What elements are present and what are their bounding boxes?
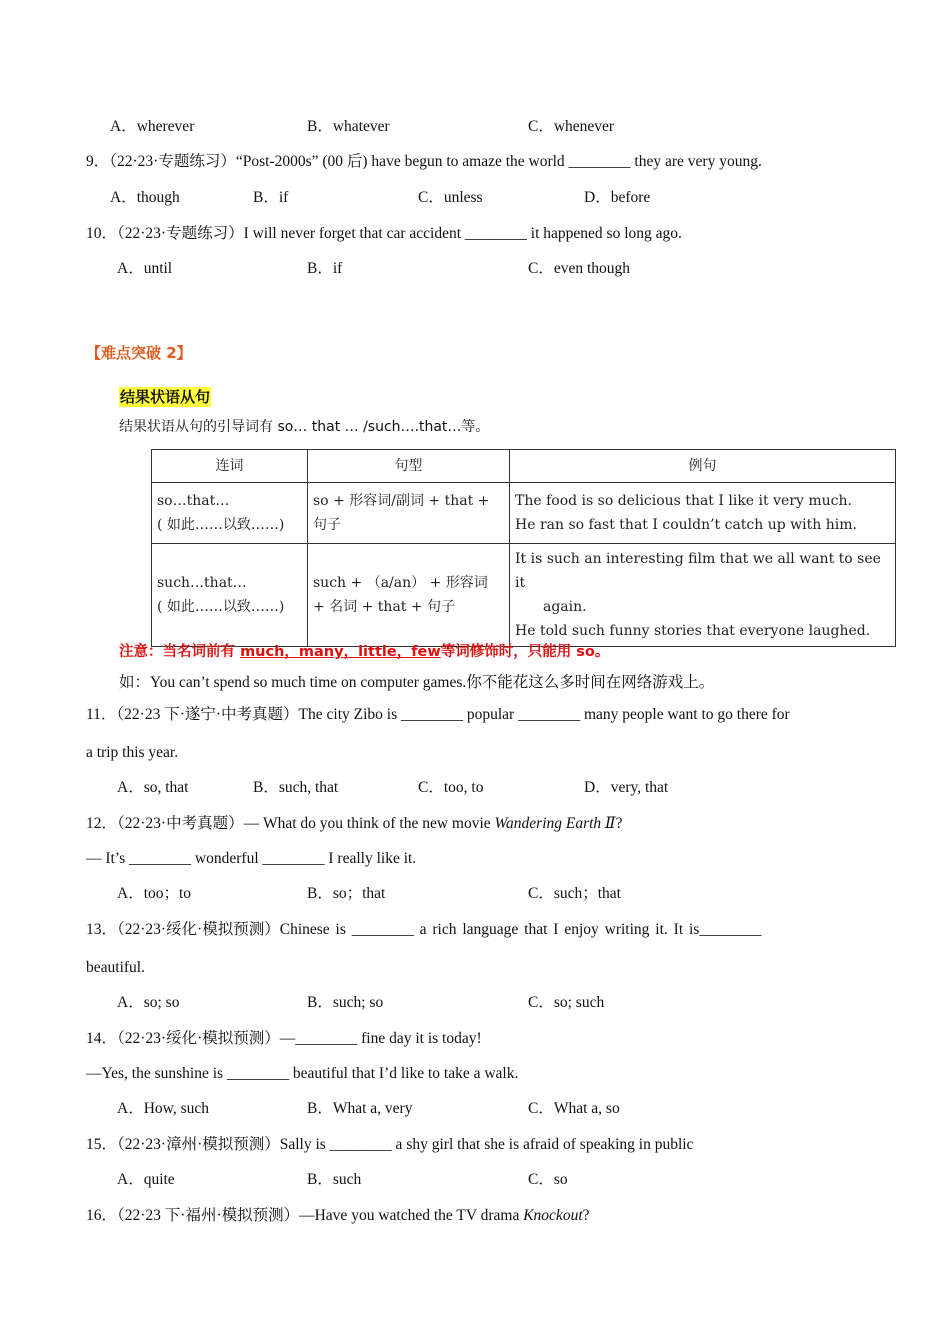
cell-examples — [510, 544, 896, 647]
cell-conj — [152, 544, 308, 647]
pattern-line: 句子 — [313, 517, 341, 533]
note — [119, 642, 609, 662]
q10-option-c: C．even though — [528, 260, 631, 277]
note-example: 如：You can’t spend so much time on computer games.你不能花这么多时间在网络游戏上。 — [119, 674, 715, 691]
q15-option-a: A．quite — [117, 1171, 175, 1188]
conj-text: such…that… — [157, 575, 247, 591]
example-line — [515, 595, 890, 619]
table-row — [152, 483, 896, 544]
q12-line2: — It’s ________ wonderful ________ I really like it. — [86, 850, 417, 867]
q14-stem: 14．（22·23·绥化·模拟预测）—________ fine day it is today! — [86, 1030, 482, 1047]
note-words: much，many，little，few — [240, 644, 441, 660]
q12-option-a: A．too；to — [117, 885, 192, 902]
pattern-line: so + 形容词/副词 + that + — [313, 493, 490, 509]
section-subtitle — [119, 387, 211, 408]
q13-stem-cont: beautiful. — [86, 959, 145, 976]
q13-option-a: A．so; so — [117, 994, 180, 1011]
note-prefix: 注意：当名词前有 — [119, 644, 241, 660]
conj-text: so…that… — [157, 493, 230, 509]
header-examples: 例句 — [510, 450, 896, 483]
q14-option-c: C．What a, so — [528, 1100, 620, 1117]
conj-meaning: ( 如此……以致……) — [157, 517, 285, 533]
pattern-line: such + （a/an） + 形容词 — [313, 575, 488, 591]
cell-examples — [510, 483, 896, 544]
q13-stem: 13．（22·23·绥化·模拟预测）Chinese is ________ a rich language that I enjoy writing it. It is________ — [86, 921, 762, 938]
q11-option-d: D．very, that — [584, 779, 669, 796]
section-title: 【难点突破 2】 — [86, 344, 192, 362]
q14-option-b: B．What a, very — [307, 1100, 413, 1117]
header-pattern: 句型 — [308, 450, 510, 483]
table-row — [152, 544, 896, 647]
q10-option-b: B．if — [307, 260, 343, 277]
q11-option-c: C．too, to — [418, 779, 484, 796]
section-subtitle-text: 结果状语从句 — [120, 388, 211, 406]
q9-option-a: A．though — [110, 189, 180, 206]
example-line: It is such an interesting film that we all want to see it — [515, 551, 881, 591]
q12-option-b: B．so；that — [307, 885, 386, 902]
q12-movie-title: Wandering Earth Ⅱ — [494, 815, 616, 832]
example-line: He told such funny stories that everyone laughed. — [515, 623, 871, 639]
conj-meaning: ( 如此……以致……) — [157, 599, 285, 615]
q10-stem: 10．（22·23·专题练习）I will never forget that car accident ________ it happened so long ago. — [86, 225, 682, 242]
q14-option-a: A．How, such — [117, 1100, 209, 1117]
q15-option-b: B．such — [307, 1171, 362, 1188]
table-header-row — [152, 450, 896, 483]
q15-stem: 15．（22·23·漳州·模拟预测）Sally is ________ a shy girl that she is afraid of speaking in public — [86, 1136, 694, 1153]
cell-pattern — [308, 544, 510, 647]
q14-line2: —Yes, the sunshine is ________ beautiful that I’d like to take a walk. — [86, 1065, 519, 1082]
q10-option-a: A．until — [117, 260, 173, 277]
q16-stem — [86, 1206, 590, 1226]
q11-option-b: B．such, that — [253, 779, 339, 796]
q9-option-d: D．before — [584, 189, 651, 206]
note-suffix: 等词修饰时，只能用 so。 — [440, 644, 610, 660]
grammar-table — [151, 449, 896, 647]
q9-option-c: C．unless — [418, 189, 483, 206]
cell-conj — [152, 483, 308, 544]
example-line: The food is so delicious that I like it very much. — [515, 493, 852, 509]
q13-option-c: C．so; such — [528, 994, 605, 1011]
q9-option-b: B．if — [253, 189, 289, 206]
example-continuation: again. — [543, 599, 587, 615]
q12-option-c: C．such；that — [528, 885, 621, 902]
q11-stem: 11．（22·23 下·遂宁·中考真题）The city Zibo is ________ popular ________ many people want to go there for — [86, 706, 790, 723]
q8-option-c: C．whenever — [528, 118, 615, 135]
q12-stem — [86, 814, 623, 834]
q16-stem-pre: 16．（22·23 下·福州·模拟预测）—Have you watched the TV drama — [86, 1207, 524, 1224]
section-intro: 结果状语从句的引导词有 so… that … /such….that…等。 — [119, 419, 490, 435]
q16-drama-title: Knockout — [523, 1207, 583, 1224]
q12-stem-pre: 12．（22·23·中考真题）— What do you think of the new movie — [86, 815, 495, 832]
q16-stem-post: ? — [582, 1207, 590, 1224]
header-conj: 连词 — [152, 450, 308, 483]
q11-option-a: A．so, that — [117, 779, 189, 796]
q9-stem: 9．（22·23·专题练习）“Post-2000s” (00 后) have begun to amaze the world ________ they are very young. — [86, 153, 762, 170]
q12-stem-post: ? — [615, 815, 623, 832]
q11-stem-cont: a trip this year. — [86, 744, 179, 761]
q8-option-b: B．whatever — [307, 118, 390, 135]
cell-pattern — [308, 483, 510, 544]
example-line: He ran so fast that I couldn’t catch up with him. — [515, 517, 857, 533]
q13-option-b: B．such; so — [307, 994, 384, 1011]
q8-option-a: A．wherever — [110, 118, 195, 135]
pattern-line: + 名词 + that + 句子 — [313, 599, 456, 615]
q15-option-c: C．so — [528, 1171, 568, 1188]
